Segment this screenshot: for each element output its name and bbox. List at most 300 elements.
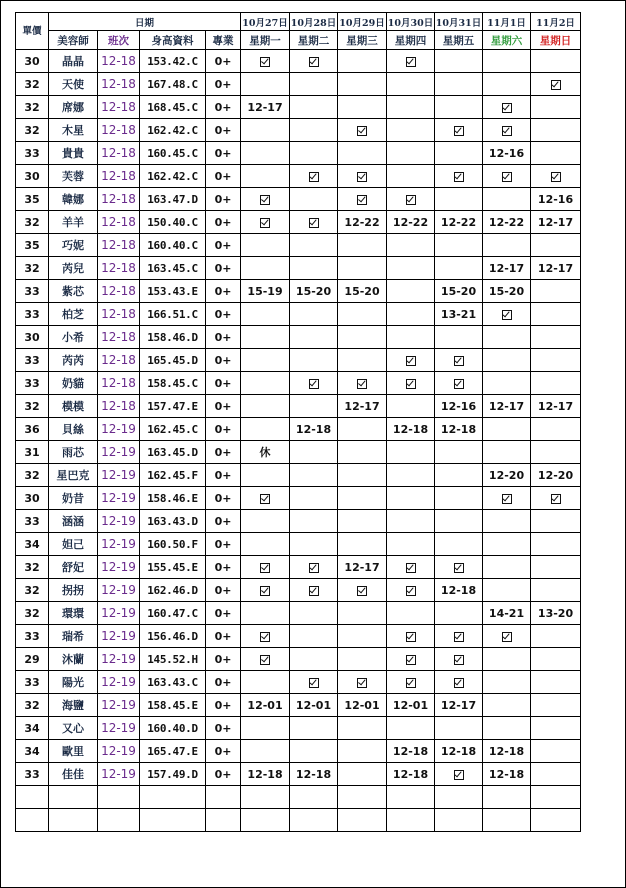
body-info-cell: 167.48.C (140, 73, 206, 96)
schedule-cell (338, 50, 387, 73)
body-info-cell: 158.46.D (140, 326, 206, 349)
stylist-name-cell: 環環 (49, 602, 98, 625)
table-row (16, 165, 581, 188)
schedule-cell (241, 487, 290, 510)
header-weekday-4: 星期五 (435, 31, 483, 50)
specialty-cell: 0+ (206, 579, 241, 602)
header-weekday-1: 星期二 (290, 31, 338, 50)
specialty-cell: 0+ (206, 211, 241, 234)
specialty-cell: 0+ (206, 73, 241, 96)
shift-cell: 12-19 (98, 533, 140, 556)
body-info-cell: 157.49.D (140, 763, 206, 786)
schedule-cell: 12-22 (435, 211, 483, 234)
shift-cell: 12-18 (98, 257, 140, 280)
checkbox-checked-icon (502, 172, 512, 182)
empty-cell (435, 786, 483, 809)
shift-cell: 12-18 (98, 188, 140, 211)
schedule-cell (290, 165, 338, 188)
checkbox-checked-icon (406, 195, 416, 205)
schedule-cell (290, 510, 338, 533)
schedule-cell (387, 326, 435, 349)
schedule-cell (338, 418, 387, 441)
empty-cell (16, 809, 49, 832)
stylist-name-cell: 又心 (49, 717, 98, 740)
price-cell: 32 (16, 395, 49, 418)
body-info-cell: 165.47.E (140, 740, 206, 763)
schedule-cell (338, 671, 387, 694)
schedule-cell (435, 188, 483, 211)
schedule-cell (338, 119, 387, 142)
schedule-cell (241, 464, 290, 487)
schedule-cell: 12-16 (483, 142, 531, 165)
checkbox-checked-icon (502, 103, 512, 113)
table-row (16, 740, 581, 763)
checkbox-checked-icon (454, 678, 464, 688)
specialty-cell: 0+ (206, 372, 241, 395)
schedule-cell (531, 119, 581, 142)
price-cell: 33 (16, 349, 49, 372)
checkbox-checked-icon (260, 57, 270, 67)
schedule-cell (290, 441, 338, 464)
body-info-cell: 162.42.C (140, 165, 206, 188)
stylist-name-cell: 席娜 (49, 96, 98, 119)
schedule-cell (290, 602, 338, 625)
schedule-cell (338, 510, 387, 533)
header-date-group: 日期 (49, 13, 241, 31)
schedule-cell (483, 188, 531, 211)
schedule-cell (241, 119, 290, 142)
schedule-cell (435, 119, 483, 142)
schedule-cell: 12-20 (483, 464, 531, 487)
schedule-cell (435, 556, 483, 579)
table-row (16, 395, 581, 418)
schedule-cell (483, 717, 531, 740)
body-info-cell: 163.45.C (140, 257, 206, 280)
header-shift: 班次 (98, 31, 140, 50)
schedule-cell (435, 602, 483, 625)
schedule-cell (387, 73, 435, 96)
stylist-name-cell: 沐蘭 (49, 648, 98, 671)
price-cell: 33 (16, 625, 49, 648)
schedule-cell (290, 579, 338, 602)
body-info-cell: 163.47.D (140, 188, 206, 211)
schedule-cell: 15-20 (338, 280, 387, 303)
schedule-cell (338, 648, 387, 671)
empty-cell (483, 786, 531, 809)
stylist-name-cell: 佳佳 (49, 763, 98, 786)
checkbox-checked-icon (260, 655, 270, 665)
schedule-cell (241, 211, 290, 234)
price-cell: 34 (16, 533, 49, 556)
schedule-cell (241, 533, 290, 556)
table-row (16, 441, 581, 464)
schedule-cell (387, 119, 435, 142)
specialty-cell: 0+ (206, 395, 241, 418)
schedule-cell (435, 349, 483, 372)
stylist-name-cell: 羊羊 (49, 211, 98, 234)
schedule-cell: 14-21 (483, 602, 531, 625)
empty-cell (241, 809, 290, 832)
schedule-cell (387, 671, 435, 694)
table-header (16, 13, 581, 50)
schedule-cell (387, 96, 435, 119)
specialty-cell: 0+ (206, 188, 241, 211)
schedule-cell: 12-16 (435, 395, 483, 418)
schedule-cell (531, 349, 581, 372)
schedule-cell (241, 418, 290, 441)
body-info-cell: 160.40.C (140, 234, 206, 257)
price-cell: 33 (16, 303, 49, 326)
table-row (16, 717, 581, 740)
schedule-cell: 15-19 (241, 280, 290, 303)
schedule-cell (531, 165, 581, 188)
schedule-cell (290, 234, 338, 257)
shift-cell: 12-18 (98, 280, 140, 303)
table-row (16, 418, 581, 441)
schedule-cell (338, 487, 387, 510)
price-cell: 32 (16, 96, 49, 119)
schedule-cell (387, 556, 435, 579)
price-cell: 32 (16, 602, 49, 625)
schedule-cell: 12-17 (531, 211, 581, 234)
schedule-cell (531, 50, 581, 73)
stylist-name-cell: 舒妃 (49, 556, 98, 579)
schedule-table (15, 12, 581, 832)
checkbox-checked-icon (309, 586, 319, 596)
shift-cell: 12-19 (98, 510, 140, 533)
schedule-cell: 12-18 (241, 763, 290, 786)
schedule-cell (387, 234, 435, 257)
schedule-cell: 12-17 (483, 257, 531, 280)
schedule-cell (241, 395, 290, 418)
checkbox-checked-icon (551, 172, 561, 182)
schedule-cell (290, 119, 338, 142)
body-info-cell: 157.47.E (140, 395, 206, 418)
schedule-cell: 12-17 (531, 395, 581, 418)
shift-cell: 12-19 (98, 671, 140, 694)
schedule-cell (338, 234, 387, 257)
schedule-cell (435, 73, 483, 96)
checkbox-checked-icon (551, 494, 561, 504)
stylist-name-cell: 貝絲 (49, 418, 98, 441)
body-info-cell: 158.45.C (140, 372, 206, 395)
price-cell: 32 (16, 73, 49, 96)
specialty-cell: 0+ (206, 96, 241, 119)
schedule-cell (290, 211, 338, 234)
schedule-cell (435, 648, 483, 671)
schedule-cell (435, 142, 483, 165)
table-row (16, 625, 581, 648)
header-date-6: 11月2日 (531, 13, 581, 31)
specialty-cell: 0+ (206, 441, 241, 464)
empty-cell (140, 809, 206, 832)
checkbox-checked-icon (260, 218, 270, 228)
schedule-cell (531, 671, 581, 694)
shift-cell: 12-18 (98, 96, 140, 119)
specialty-cell: 0+ (206, 717, 241, 740)
schedule-cell (241, 579, 290, 602)
table-row (16, 211, 581, 234)
body-info-cell: 160.50.F (140, 533, 206, 556)
header-weekday-2: 星期三 (338, 31, 387, 50)
stylist-name-cell: 巧妮 (49, 234, 98, 257)
empty-row (16, 809, 581, 832)
specialty-cell: 0+ (206, 165, 241, 188)
schedule-cell (338, 188, 387, 211)
schedule-cell (531, 510, 581, 533)
schedule-cell (531, 740, 581, 763)
schedule-cell (435, 165, 483, 188)
table-row (16, 510, 581, 533)
schedule-cell (531, 625, 581, 648)
schedule-cell (338, 740, 387, 763)
table-row (16, 257, 581, 280)
schedule-cell (483, 119, 531, 142)
empty-cell (49, 809, 98, 832)
table-body (16, 50, 581, 832)
schedule-cell (435, 717, 483, 740)
empty-cell (241, 786, 290, 809)
header-date-3: 10月30日 (387, 13, 435, 31)
empty-cell (531, 786, 581, 809)
checkbox-checked-icon (309, 379, 319, 389)
empty-cell (435, 809, 483, 832)
price-cell: 32 (16, 257, 49, 280)
checkbox-checked-icon (454, 632, 464, 642)
schedule-cell (387, 487, 435, 510)
schedule-cell (338, 349, 387, 372)
table-row (16, 602, 581, 625)
checkbox-checked-icon (406, 586, 416, 596)
stylist-name-cell: 柏芝 (49, 303, 98, 326)
stylist-name-cell: 模模 (49, 395, 98, 418)
specialty-cell: 0+ (206, 234, 241, 257)
checkbox-checked-icon (454, 563, 464, 573)
checkbox-checked-icon (454, 770, 464, 780)
schedule-cell (531, 234, 581, 257)
table-row (16, 50, 581, 73)
price-cell: 33 (16, 280, 49, 303)
schedule-cell (531, 533, 581, 556)
price-cell: 34 (16, 717, 49, 740)
body-info-cell: 153.42.C (140, 50, 206, 73)
schedule-cell (531, 73, 581, 96)
schedule-cell: 12-18 (483, 763, 531, 786)
schedule-cell: 12-18 (387, 418, 435, 441)
schedule-cell (241, 303, 290, 326)
schedule-cell (483, 303, 531, 326)
table-row (16, 372, 581, 395)
table-row (16, 303, 581, 326)
schedule-cell (483, 372, 531, 395)
schedule-cell (435, 487, 483, 510)
schedule-cell (531, 326, 581, 349)
header-weekday-3: 星期四 (387, 31, 435, 50)
schedule-cell (290, 50, 338, 73)
stylist-name-cell: 芮芮 (49, 349, 98, 372)
checkbox-checked-icon (357, 678, 367, 688)
shift-cell: 12-18 (98, 395, 140, 418)
table-row (16, 280, 581, 303)
schedule-cell (435, 533, 483, 556)
schedule-cell (387, 533, 435, 556)
schedule-cell (338, 142, 387, 165)
table-row (16, 349, 581, 372)
schedule-cell (338, 763, 387, 786)
shift-cell: 12-19 (98, 464, 140, 487)
empty-cell (531, 809, 581, 832)
schedule-cell (290, 188, 338, 211)
body-info-cell: 153.43.E (140, 280, 206, 303)
schedule-cell (241, 648, 290, 671)
checkbox-checked-icon (502, 310, 512, 320)
schedule-cell (338, 257, 387, 280)
specialty-cell: 0+ (206, 142, 241, 165)
schedule-cell (483, 50, 531, 73)
checkbox-checked-icon (406, 632, 416, 642)
empty-cell (387, 786, 435, 809)
specialty-cell: 0+ (206, 625, 241, 648)
header-stylist: 美容師 (49, 31, 98, 50)
stylist-name-cell: 妲己 (49, 533, 98, 556)
schedule-cell (483, 556, 531, 579)
table-row (16, 464, 581, 487)
stylist-name-cell: 瑞希 (49, 625, 98, 648)
stylist-name-cell: 雨芯 (49, 441, 98, 464)
stylist-name-cell: 晶晶 (49, 50, 98, 73)
empty-cell (483, 809, 531, 832)
table-row (16, 533, 581, 556)
empty-cell (98, 809, 140, 832)
schedule-cell: 休 (241, 441, 290, 464)
checkbox-checked-icon (260, 563, 270, 573)
schedule-cell: 12-17 (241, 96, 290, 119)
schedule-cell (435, 763, 483, 786)
price-cell: 32 (16, 211, 49, 234)
specialty-cell: 0+ (206, 280, 241, 303)
body-info-cell: 158.45.E (140, 694, 206, 717)
schedule-cell (241, 50, 290, 73)
body-info-cell: 162.46.D (140, 579, 206, 602)
body-info-cell: 165.45.D (140, 349, 206, 372)
checkbox-checked-icon (260, 195, 270, 205)
schedule-cell (483, 326, 531, 349)
specialty-cell: 0+ (206, 303, 241, 326)
schedule-cell (483, 234, 531, 257)
specialty-cell: 0+ (206, 349, 241, 372)
shift-cell: 12-18 (98, 119, 140, 142)
price-cell: 32 (16, 579, 49, 602)
checkbox-checked-icon (502, 494, 512, 504)
price-cell: 35 (16, 234, 49, 257)
schedule-cell (387, 280, 435, 303)
checkbox-checked-icon (502, 632, 512, 642)
schedule-cell (531, 763, 581, 786)
specialty-cell: 0+ (206, 671, 241, 694)
schedule-cell: 12-18 (290, 763, 338, 786)
stylist-name-cell: 歐里 (49, 740, 98, 763)
schedule-cell: 12-18 (387, 740, 435, 763)
shift-cell: 12-18 (98, 50, 140, 73)
checkbox-checked-icon (454, 172, 464, 182)
schedule-cell (531, 142, 581, 165)
checkbox-checked-icon (357, 379, 367, 389)
checkbox-checked-icon (309, 563, 319, 573)
price-cell: 33 (16, 671, 49, 694)
schedule-cell: 15-20 (435, 280, 483, 303)
checkbox-checked-icon (309, 218, 319, 228)
empty-cell (16, 786, 49, 809)
body-info-cell: 150.40.C (140, 211, 206, 234)
checkbox-checked-icon (260, 632, 270, 642)
specialty-cell: 0+ (206, 740, 241, 763)
stylist-name-cell: 海鹽 (49, 694, 98, 717)
schedule-cell: 12-22 (387, 211, 435, 234)
empty-cell (98, 786, 140, 809)
schedule-cell (290, 372, 338, 395)
schedule-cell (241, 740, 290, 763)
header-weekday-0: 星期一 (241, 31, 290, 50)
empty-cell (206, 786, 241, 809)
schedule-cell: 12-18 (435, 740, 483, 763)
empty-row (16, 786, 581, 809)
schedule-cell (435, 96, 483, 119)
schedule-cell (338, 441, 387, 464)
stylist-name-cell: 陽光 (49, 671, 98, 694)
schedule-cell (435, 510, 483, 533)
schedule-cell (290, 717, 338, 740)
checkbox-checked-icon (357, 586, 367, 596)
schedule-cell (387, 395, 435, 418)
schedule-cell (483, 96, 531, 119)
schedule-cell: 12-20 (531, 464, 581, 487)
table-row (16, 487, 581, 510)
schedule-cell (387, 441, 435, 464)
specialty-cell: 0+ (206, 694, 241, 717)
schedule-cell (531, 717, 581, 740)
checkbox-checked-icon (309, 57, 319, 67)
schedule-cell (338, 625, 387, 648)
schedule-cell (387, 510, 435, 533)
schedule-cell (290, 142, 338, 165)
table-row (16, 119, 581, 142)
schedule-cell (483, 165, 531, 188)
shift-cell: 12-18 (98, 303, 140, 326)
schedule-cell: 12-18 (387, 763, 435, 786)
checkbox-checked-icon (309, 172, 319, 182)
specialty-cell: 0+ (206, 50, 241, 73)
schedule-cell (338, 533, 387, 556)
stylist-name-cell: 奶昔 (49, 487, 98, 510)
schedule-cell (483, 441, 531, 464)
schedule-cell (483, 533, 531, 556)
checkbox-checked-icon (406, 563, 416, 573)
empty-cell (290, 809, 338, 832)
schedule-cell (531, 487, 581, 510)
specialty-cell: 0+ (206, 556, 241, 579)
checkbox-checked-icon (260, 494, 270, 504)
price-cell: 30 (16, 326, 49, 349)
stylist-name-cell: 貴貴 (49, 142, 98, 165)
schedule-cell (241, 165, 290, 188)
schedule-cell (483, 487, 531, 510)
schedule-cell (435, 464, 483, 487)
price-cell: 29 (16, 648, 49, 671)
checkbox-checked-icon (357, 126, 367, 136)
schedule-cell (483, 671, 531, 694)
schedule-cell (435, 50, 483, 73)
shift-cell: 12-19 (98, 602, 140, 625)
